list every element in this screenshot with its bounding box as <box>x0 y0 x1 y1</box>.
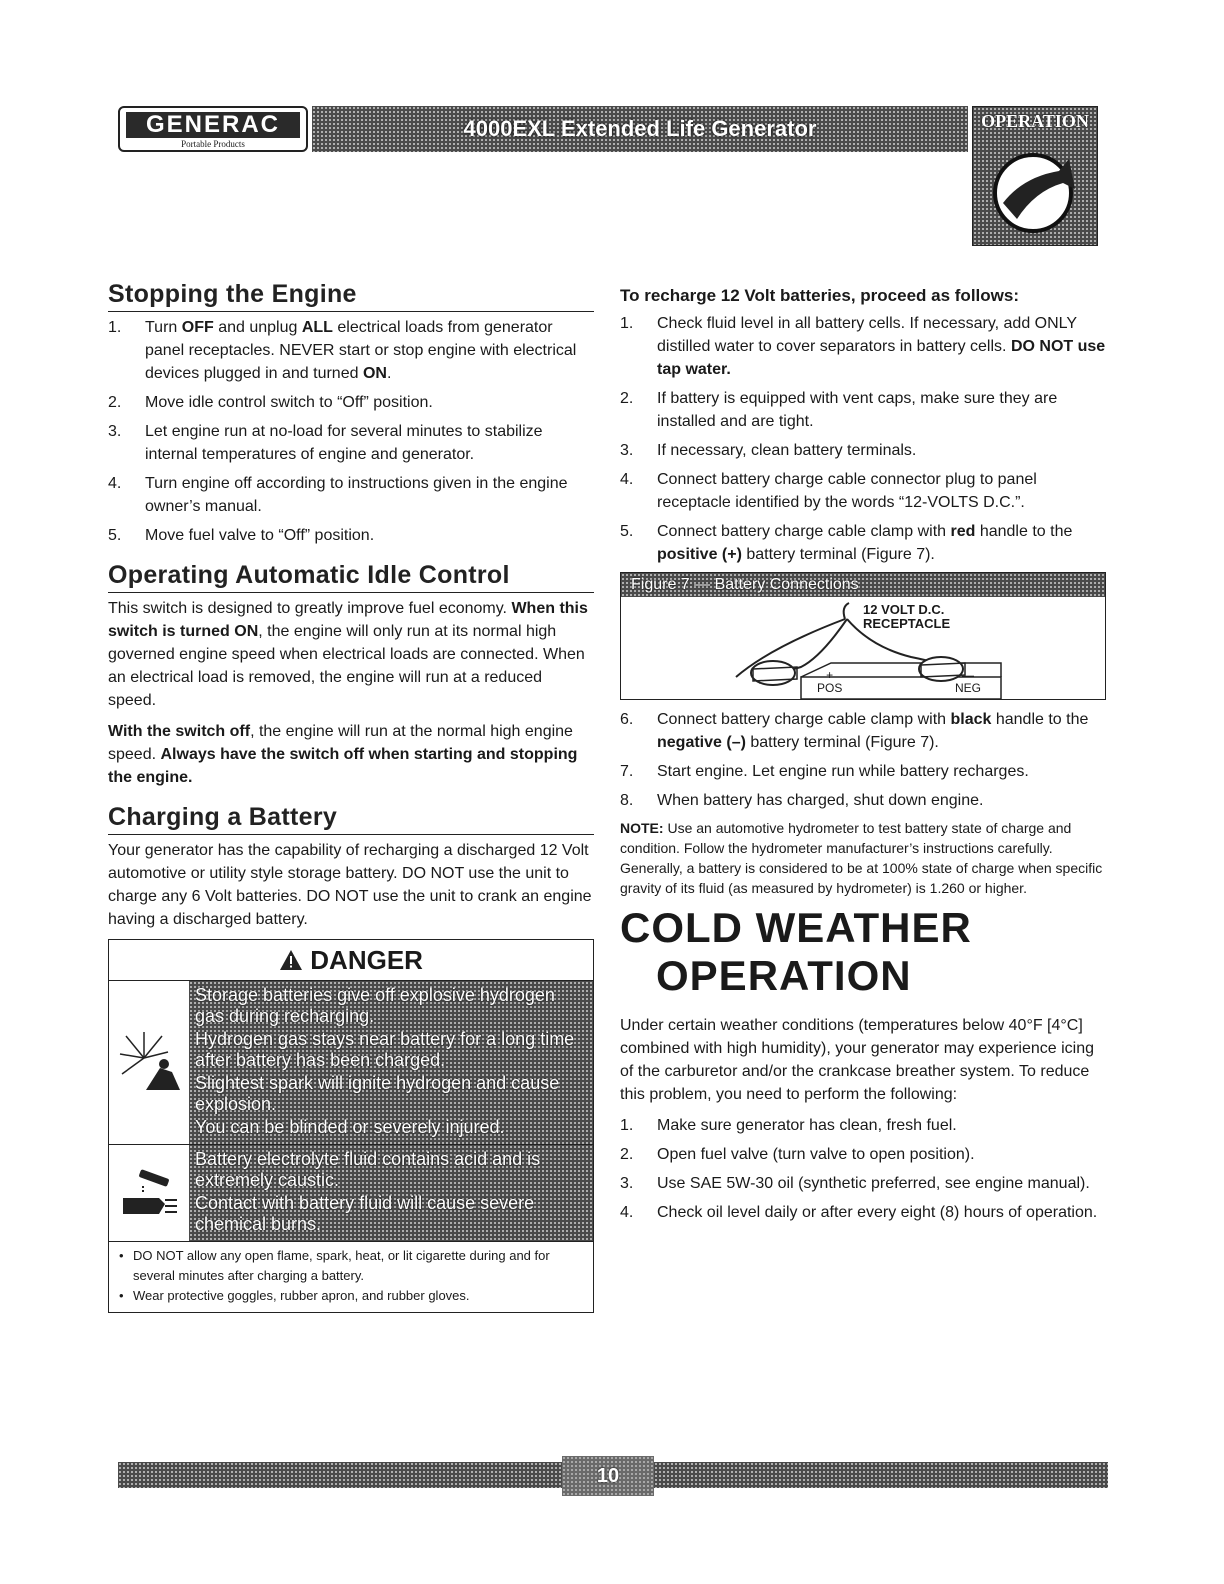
stopping-heading: Stopping the Engine <box>108 280 594 312</box>
list-item: 2. If battery is equipped with vent caps, make sure they are installed and are tight. <box>620 390 1058 430</box>
recharge-intro: To recharge 12 Volt batteries, proceed as follows: <box>620 286 1019 305</box>
cold-steps <box>620 1114 1106 1224</box>
danger-explosion-text: Storage batteries give off explosive hydrogen gas during recharging. Hydrogen gas stays near battery for a long time after battery has been charged. Slightest spark will ignite hydrogen and cause explosion. You can be blinded or severely injured. <box>189 981 593 1144</box>
list-item: 2. Move idle control switch to “Off” position. <box>108 394 433 411</box>
idle-paragraph-1: This switch is designed to greatly improve fuel economy. When this switch is turned ON, the engine will only run at its normal high governed engine speed when electrical loads are connected. When an electrical load is removed, the engine will run at a reduced speed. <box>108 600 588 709</box>
note-paragraph: NOTE: Use an automotive hydrometer to test battery state of charge and condition. Follow the hydrometer manufacturer’s instructions carefully. Generally, a battery is considered to be at 100% state of charge when specific gravity of its fluid (as measured by hydrometer) is 1.260 or higher. <box>620 820 1103 896</box>
list-item: 3. Use SAE 5W-30 oil (synthetic preferred, see engine manual). <box>620 1175 1090 1192</box>
document-title: 4000EXL Extended Life Generator <box>463 116 817 141</box>
list-item: 7. Start engine. Let engine run while battery recharges. <box>620 763 1029 780</box>
list-item: 1. Turn OFF and unplug ALL electrical loads from generator panel receptacles. NEVER start or stop engine with electrical devices plugged in and turned ON. <box>108 319 577 382</box>
list-item: 4. Connect battery charge cable connector plug to panel receptacle identified by the words “12-VOLTS D.C.”. <box>620 471 1037 511</box>
brand-name: GENERAC <box>126 112 300 138</box>
danger-acid-row <box>109 1145 593 1242</box>
page-number: 10 <box>562 1456 654 1496</box>
list-item: 6. Connect battery charge cable clamp with black handle to the negative (–) battery terminal (Figure 7). <box>620 711 1089 751</box>
danger-header <box>109 940 593 981</box>
list-item: 5. Move fuel valve to “Off” position. <box>108 527 375 544</box>
receptacle-label: 12 VOLT D.C. RECEPTACLE <box>863 602 951 631</box>
neg-terminal-label: — NEG <box>955 668 982 695</box>
right-column <box>620 280 1106 1230</box>
brand-subtitle: Portable Products <box>181 139 245 149</box>
list-item: 3. If necessary, clean battery terminals. <box>620 442 917 459</box>
list-item: 4. Turn engine off according to instructions given in the engine owner’s manual. <box>108 475 568 515</box>
explosion-hazard-icon <box>109 981 189 1144</box>
list-item: 1. Make sure generator has clean, fresh fuel. <box>620 1117 957 1134</box>
list-item: 8. When battery has charged, shut down engine. <box>620 792 984 809</box>
danger-label: DANGER <box>310 945 423 975</box>
generator-icon <box>983 141 1089 237</box>
figure-battery-connections <box>620 572 1106 700</box>
cold-weather-heading: COLD WEATHER OPERATION <box>620 904 972 999</box>
section-tab-label: OPERATION <box>981 111 1089 131</box>
idle-paragraph-2: With the switch off, the engine will run at the normal high engine speed. Always have the switch off when starting and stopping the engine. <box>108 723 578 786</box>
cold-intro: Under certain weather conditions (temperatures below 40°F [4°C] combined with high humidity), your generator may experience icing of the carburetor and/or the crankcase breather system. To reduce this problem, you need to perform the following: <box>620 1017 1095 1103</box>
stopping-steps <box>108 316 594 547</box>
list-item: 4. Check oil level daily or after every eight (8) hours of operation. <box>620 1204 1098 1221</box>
list-item: • DO NOT allow any open flame, spark, heat, or lit cigarette during and for several minutes after charging a battery. <box>117 1246 585 1286</box>
list-item: • Wear protective goggles, rubber apron, and rubber gloves. <box>117 1286 585 1306</box>
list-item: 3. Let engine run at no-load for several minutes to stabilize internal temperatures of engine and generator. <box>108 423 543 463</box>
positive-clamp-icon <box>751 661 797 685</box>
figure-title: Figure 7 — Battery Connections <box>621 573 1105 597</box>
recharge-steps-a <box>620 312 1106 566</box>
pos-terminal-label: + POS <box>817 668 843 695</box>
recharge-steps-b <box>620 708 1106 812</box>
idle-heading: Operating Automatic Idle Control <box>108 561 594 593</box>
danger-precautions <box>109 1242 593 1312</box>
list-item: 5. Connect battery charge cable clamp with red handle to the positive (+) battery terminal (Figure 7). <box>620 523 1073 563</box>
warning-triangle-icon <box>279 949 303 971</box>
left-column <box>108 280 594 1313</box>
list-item: 2. Open fuel valve (turn valve to open position). <box>620 1146 975 1163</box>
danger-explosion-row <box>109 981 593 1145</box>
chemical-burn-icon <box>109 1145 189 1241</box>
generac-logo <box>118 106 308 152</box>
danger-box <box>108 939 594 1313</box>
charging-paragraph: Your generator has the capability of recharging a discharged 12 Volt automotive or utility style storage battery. DO NOT use the unit to charge any 6 Volt batteries. DO NOT use the unit to crank an engine having a discharged battery. <box>108 842 592 928</box>
charging-heading: Charging a Battery <box>108 803 594 835</box>
danger-acid-text: Battery electrolyte fluid contains acid and is extremely caustic. Contact with battery fluid will cause severe chemical burns. <box>189 1145 593 1241</box>
list-item: 1. Check fluid level in all battery cells. If necessary, add ONLY distilled water to cover separators in battery cells. DO NOT use tap water. <box>620 315 1106 378</box>
